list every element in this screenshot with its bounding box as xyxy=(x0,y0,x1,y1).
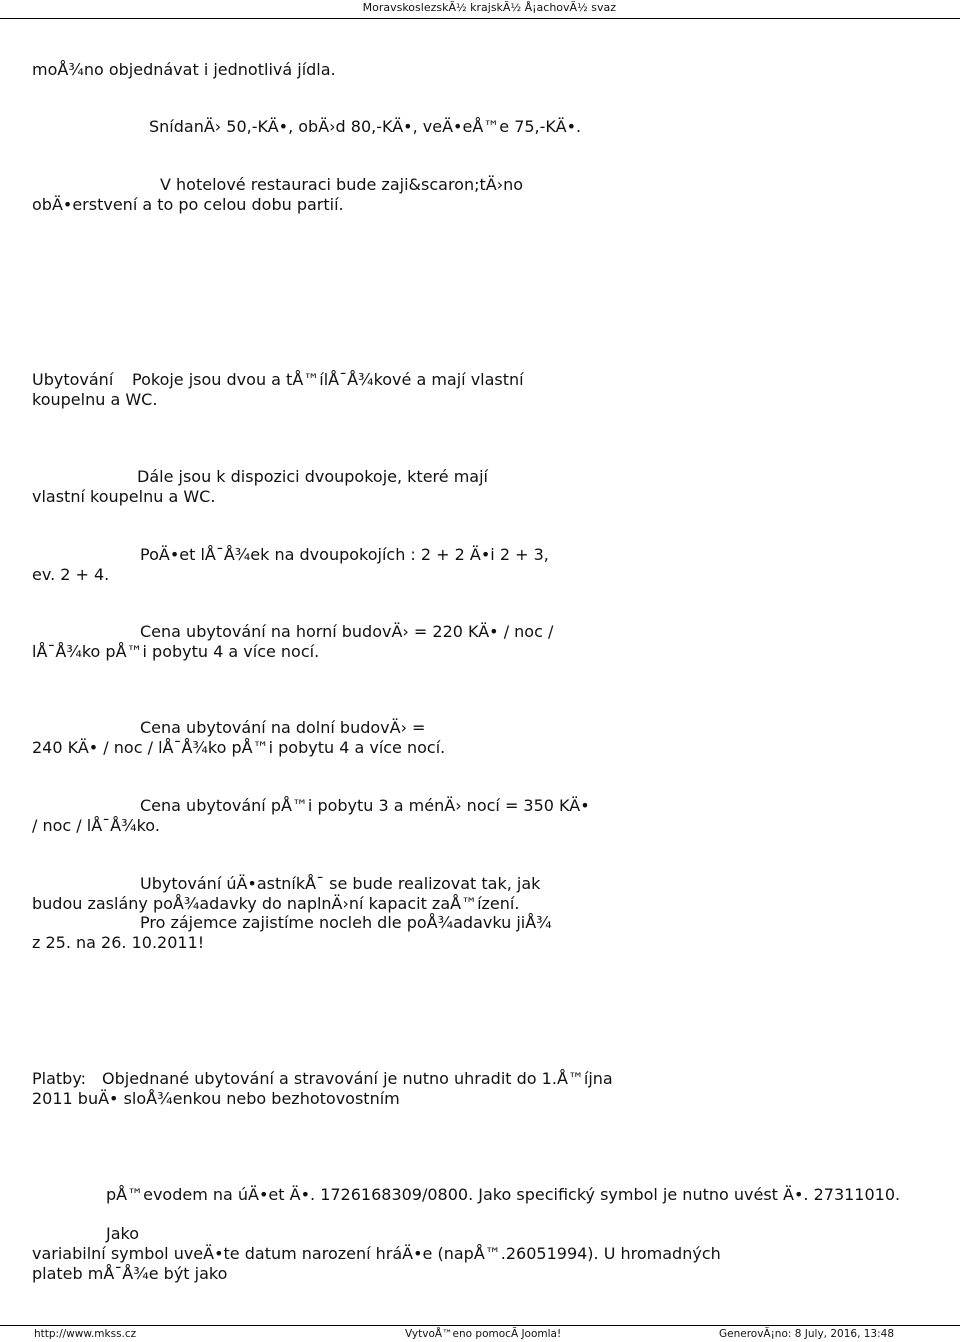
header-title: MoravskoslezskÃ½ krajskÃ½ Å¡achovÃ½ svaz xyxy=(362,1,616,14)
footer-created-by: VytvoÅ™eno pomocÃ Joomla! xyxy=(405,1328,562,1340)
text-line: budou zaslány poÅ¾adavky do naplnÄ›ní kapacit zaÅ™ízení. xyxy=(32,894,520,913)
text-line: PoÄ•et lÅ¯Å¾ek na dvoupokojích : 2 + 2 Ä•i 2 + 3, xyxy=(140,545,549,564)
text-line: variabilní symbol uveÄ•te datum narození hráÄ•e (napÅ™.26051994). U hromadných xyxy=(32,1244,721,1263)
text-line: Ubytování úÄ•astníkÅ¯ se bude realizovat tak, jak xyxy=(140,874,541,893)
text-line: 240 KÄ• / noc / lÅ¯Å¾ko pÅ™i pobytu 4 a více nocí. xyxy=(32,738,446,757)
text-line: Cena ubytování na horní budovÄ› = 220 KÄ• / noc / xyxy=(140,622,554,641)
text-line: Cena ubytování na dolní budovÄ› = xyxy=(140,718,426,737)
text-line: V hotelové restauraci bude zaji&scaron;tÄ›no xyxy=(160,175,524,194)
text-line: obÄ•erstvení a to po celou dobu partií. xyxy=(32,195,344,214)
section-label-platby: Platby: xyxy=(32,1069,87,1088)
section-label-ubytovani: Ubytování xyxy=(32,370,114,389)
page-footer xyxy=(0,1325,960,1342)
text-line: Pro zájemce zajistíme nocleh dle poÅ¾adavku jiÅ¾ xyxy=(140,913,552,932)
text-line: vlastní koupelnu a WC. xyxy=(32,487,216,506)
text-line: / noc / lÅ¯Å¾ko. xyxy=(32,816,160,835)
page-header xyxy=(0,0,960,19)
footer-generated-date: GenerovÃ¡no: 8 July, 2016, 13:48 xyxy=(718,1328,894,1340)
text-line: moÅ¾no objednávat i jednotlivá jídla. xyxy=(32,60,336,79)
text-line: Pokoje jsou dvou a tÅ™ílÅ¯Å¾kové a mají vlastní xyxy=(132,370,524,389)
text-line: z 25. na 26. 10.2011! xyxy=(32,933,205,952)
text-line: ev. 2 + 4. xyxy=(32,565,110,584)
text-line: plateb mÅ¯Å¾e být jako xyxy=(32,1264,228,1283)
text-line: SnídanÄ› 50,-KÄ•, obÄ›d 80,-KÄ•, veÄ•eÅ™e 75,-KÄ•. xyxy=(149,117,582,136)
text-line: Jako xyxy=(106,1224,140,1243)
text-line: lÅ¯Å¾ko pÅ™i pobytu 4 a více nocí. xyxy=(32,642,320,661)
text-line: Dále jsou k dispozici dvoupokoje, které mají xyxy=(137,467,488,486)
text-line: Cena ubytování pÅ™i pobytu 3 a ménÄ› nocí = 350 KÄ• xyxy=(140,796,590,815)
text-line: Objednané ubytování a stravování je nutno uhradit do 1.Å™íjna xyxy=(102,1069,613,1088)
text-line: 2011 buÄ• sloÅ¾enkou nebo bezhotovostním xyxy=(32,1089,400,1108)
footer-url-link[interactable]: http://www.mkss.cz xyxy=(34,1328,137,1340)
text-line: pÅ™evodem na úÄ•et Ä•. 1726168309/0800. Jako specifický symbol je nutno uvést Ä•. 27311010. xyxy=(106,1185,901,1204)
text-line: koupelnu a WC. xyxy=(32,390,158,409)
